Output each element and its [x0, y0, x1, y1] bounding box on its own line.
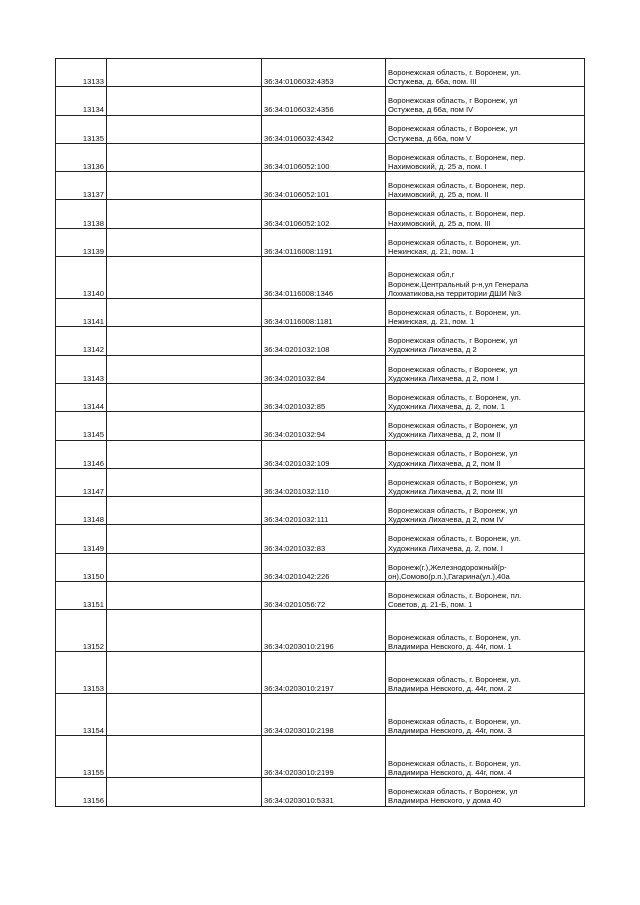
empty-cell: [107, 497, 262, 525]
table-row: [56, 778, 585, 806]
cadastral-number: 36:34:0203010:2199: [262, 736, 386, 778]
empty-cell: [107, 143, 262, 171]
row-number: 13138: [56, 200, 107, 228]
row-number: 13141: [56, 299, 107, 327]
table-row: [56, 497, 585, 525]
row-number: 13149: [56, 525, 107, 553]
table-row: [56, 59, 585, 87]
address-line: Лохматикова,на территории ДШИ №3: [388, 288, 522, 298]
table-row: [56, 440, 585, 468]
address-cell: [386, 778, 585, 806]
table-row: [56, 525, 585, 553]
address-line: Художника Лихачева, д 2, пом I: [388, 373, 499, 383]
table-row: [56, 412, 585, 440]
address-cell: [386, 736, 585, 778]
address-cell: [386, 525, 585, 553]
cadastral-number: 36:34:0201032:111: [262, 497, 386, 525]
table-row: [56, 327, 585, 355]
address-line: Воронеж,Центральный р-н,ул Генерала: [388, 279, 529, 289]
address-line: Воронежская область, г Воронеж, ул: [388, 96, 518, 106]
address-line: Воронежская область, г. Воронеж, ул.: [388, 237, 521, 247]
row-number: 13148: [56, 497, 107, 525]
address-line: Художника Лихачева, д 2, пом II: [388, 430, 501, 440]
table-row: [56, 553, 585, 581]
row-number: 13150: [56, 553, 107, 581]
row-number: 13154: [56, 694, 107, 736]
address-line: Воронежская область, г Воронеж, ул: [388, 124, 518, 134]
cadastral-number: 36:34:0106052:100: [262, 143, 386, 171]
address-line: Художника Лихачева, д 2: [388, 345, 477, 355]
registry-table: [55, 58, 585, 807]
cadastral-number: 36:34:0201032:94: [262, 412, 386, 440]
empty-cell: [107, 694, 262, 736]
address-line: Остужева, д. 66а, пом. III: [388, 77, 477, 87]
empty-cell: [107, 59, 262, 87]
address-cell: [386, 440, 585, 468]
table-row: [56, 652, 585, 694]
address-cell: [386, 383, 585, 411]
address-line: Воронежская область, г Воронеж, ул: [388, 506, 518, 516]
address-line: Воронежская область, г. Воронеж, ул.: [388, 307, 521, 317]
table-row: [56, 383, 585, 411]
row-number: 13155: [56, 736, 107, 778]
address-line: Нахимовский, д. 25 а, пом. III: [388, 218, 491, 228]
address-cell: [386, 468, 585, 496]
cadastral-number: 36:34:0201032:84: [262, 355, 386, 383]
address-cell: [386, 412, 585, 440]
address-line: Воронежская область, г Воронеж, ул: [388, 364, 518, 374]
row-number: 13151: [56, 582, 107, 610]
empty-cell: [107, 383, 262, 411]
cadastral-number: 36:34:0106032:4353: [262, 59, 386, 87]
address-cell: [386, 553, 585, 581]
address-cell: [386, 59, 585, 87]
address-cell: [386, 497, 585, 525]
table-row: [56, 200, 585, 228]
address-line: Воронежская область, г. Воронеж, ул.: [388, 716, 521, 726]
empty-cell: [107, 778, 262, 806]
cadastral-number: 36:34:0203010:5331: [262, 778, 386, 806]
empty-cell: [107, 327, 262, 355]
address-line: Воронежская область, г. Воронеж, ул.: [388, 758, 521, 768]
cadastral-number: 36:34:0201032:83: [262, 525, 386, 553]
address-line: Воронежская область, г Воронеж, ул: [388, 787, 518, 797]
address-cell: [386, 143, 585, 171]
cadastral-number: 36:34:0203010:2197: [262, 652, 386, 694]
table-row: [56, 736, 585, 778]
cadastral-number: 36:34:0201032:109: [262, 440, 386, 468]
address-line: Нахимовский, д. 25 а, пом. II: [388, 190, 489, 200]
row-number: 13139: [56, 228, 107, 256]
row-number: 13144: [56, 383, 107, 411]
cadastral-number: 36:34:0201042:226: [262, 553, 386, 581]
row-number: 13145: [56, 412, 107, 440]
address-cell: [386, 172, 585, 200]
table-row: [56, 172, 585, 200]
row-number: 13146: [56, 440, 107, 468]
table-row: [56, 694, 585, 736]
address-cell: [386, 652, 585, 694]
empty-cell: [107, 582, 262, 610]
cadastral-number: 36:34:0116008:1346: [262, 257, 386, 299]
address-cell: [386, 610, 585, 652]
empty-cell: [107, 299, 262, 327]
registry-body: [56, 59, 585, 807]
address-line: Художника Лихачева, д. 2, пом. 1: [388, 402, 506, 412]
empty-cell: [107, 87, 262, 115]
address-line: Воронежская область, г. Воронеж, пер.: [388, 152, 526, 162]
row-number: 13143: [56, 355, 107, 383]
cadastral-number: 36:34:0106032:4356: [262, 87, 386, 115]
address-line: Воронежская область, г Воронеж, ул: [388, 421, 518, 431]
address-line: Художника Лихачева, д 2, пом III: [388, 486, 503, 496]
row-number: 13153: [56, 652, 107, 694]
address-line: Воронежская область, г Воронеж, ул: [388, 336, 518, 346]
table-row: [56, 468, 585, 496]
table-row: [56, 257, 585, 299]
address-line: Воронежская область, г. Воронеж, ул.: [388, 392, 521, 402]
address-line: Воронежская обл,г: [388, 270, 455, 280]
empty-cell: [107, 468, 262, 496]
cadastral-number: 36:34:0106052:101: [262, 172, 386, 200]
address-line: Нежинская, д. 21, пом. 1: [388, 317, 475, 327]
row-number: 13142: [56, 327, 107, 355]
address-line: Нежинская, д. 21, пом. 1: [388, 246, 475, 256]
address-cell: [386, 200, 585, 228]
address-cell: [386, 582, 585, 610]
address-line: Владимира Невского, д. 44г, пом. 4: [388, 768, 512, 778]
address-cell: [386, 355, 585, 383]
table-row: [56, 87, 585, 115]
empty-cell: [107, 412, 262, 440]
address-line: Воронежская область, г. Воронеж, ул.: [388, 674, 521, 684]
table-row: [56, 610, 585, 652]
address-line: Художника Лихачева, д 2, пом II: [388, 458, 501, 468]
empty-cell: [107, 652, 262, 694]
empty-cell: [107, 736, 262, 778]
row-number: 13156: [56, 778, 107, 806]
table-row: [56, 355, 585, 383]
address-line: Воронежская область, г Воронеж, ул: [388, 477, 518, 487]
row-number: 13136: [56, 143, 107, 171]
address-line: Нахимовский, д. 25 а, пом. I: [388, 161, 487, 171]
cadastral-number: 36:34:0201032:110: [262, 468, 386, 496]
address-line: Воронежская область, г Воронеж, ул: [388, 449, 518, 459]
address-line: Воронежская область, г. Воронеж, пер.: [388, 209, 526, 219]
address-cell: [386, 694, 585, 736]
address-cell: [386, 327, 585, 355]
row-number: 13133: [56, 59, 107, 87]
cadastral-number: 36:34:0106052:102: [262, 200, 386, 228]
cadastral-number: 36:34:0203010:2198: [262, 694, 386, 736]
address-line: Владимира Невского, д. 44г, пом. 3: [388, 726, 512, 736]
empty-cell: [107, 355, 262, 383]
empty-cell: [107, 257, 262, 299]
address-line: Воронежская область, г. Воронеж, пер.: [388, 181, 526, 191]
address-line: Воронежская область, г. Воронеж, ул.: [388, 632, 521, 642]
address-cell: [386, 87, 585, 115]
cadastral-number: 36:34:0116008:1191: [262, 228, 386, 256]
table-row: [56, 143, 585, 171]
empty-cell: [107, 553, 262, 581]
row-number: 13140: [56, 257, 107, 299]
row-number: 13134: [56, 87, 107, 115]
empty-cell: [107, 525, 262, 553]
cadastral-number: 36:34:0203010:2196: [262, 610, 386, 652]
empty-cell: [107, 228, 262, 256]
address-cell: [386, 299, 585, 327]
address-line: Остужева, д 66а, пом V: [388, 133, 472, 143]
table-row: [56, 115, 585, 143]
address-line: Воронежская область, г. Воронеж, пл.: [388, 590, 522, 600]
address-line: Воронежская область, г. Воронеж, ул.: [388, 67, 521, 77]
table-row: [56, 299, 585, 327]
cadastral-number: 36:34:0201032:85: [262, 383, 386, 411]
row-number: 13147: [56, 468, 107, 496]
cadastral-number: 36:34:0116008:1181: [262, 299, 386, 327]
row-number: 13152: [56, 610, 107, 652]
address-line: Остужева, д 66а, пом IV: [388, 105, 474, 115]
empty-cell: [107, 200, 262, 228]
address-cell: [386, 115, 585, 143]
empty-cell: [107, 610, 262, 652]
cadastral-number: 36:34:0201056:72: [262, 582, 386, 610]
row-number: 13137: [56, 172, 107, 200]
address-line: Художника Лихачева, д 2, пом IV: [388, 515, 504, 525]
empty-cell: [107, 172, 262, 200]
cadastral-number: 36:34:0201032:108: [262, 327, 386, 355]
table-row: [56, 228, 585, 256]
row-number: 13135: [56, 115, 107, 143]
address-cell: [386, 257, 585, 299]
address-line: Владимира Невского, у дома 40: [388, 796, 502, 806]
address-cell: [386, 228, 585, 256]
cadastral-number: 36:34:0106032:4342: [262, 115, 386, 143]
empty-cell: [107, 115, 262, 143]
address-line: Воронежская область, г. Воронеж, ул.: [388, 534, 521, 544]
empty-cell: [107, 440, 262, 468]
address-line: Владимира Невского, д. 44г, пом. 1: [388, 642, 512, 652]
address-line: Советов, д. 21-Б, пом. 1: [388, 600, 473, 610]
table-row: [56, 582, 585, 610]
address-line: он),Сомово(р.п.),Гагарина(ул.),40а: [388, 571, 510, 581]
address-line: Воронеж(г.),Железнодорожный(р-: [388, 562, 507, 572]
address-line: Владимира Невского, д. 44г, пом. 2: [388, 684, 512, 694]
address-line: Художника Лихачева, д. 2, пом. I: [388, 543, 503, 553]
